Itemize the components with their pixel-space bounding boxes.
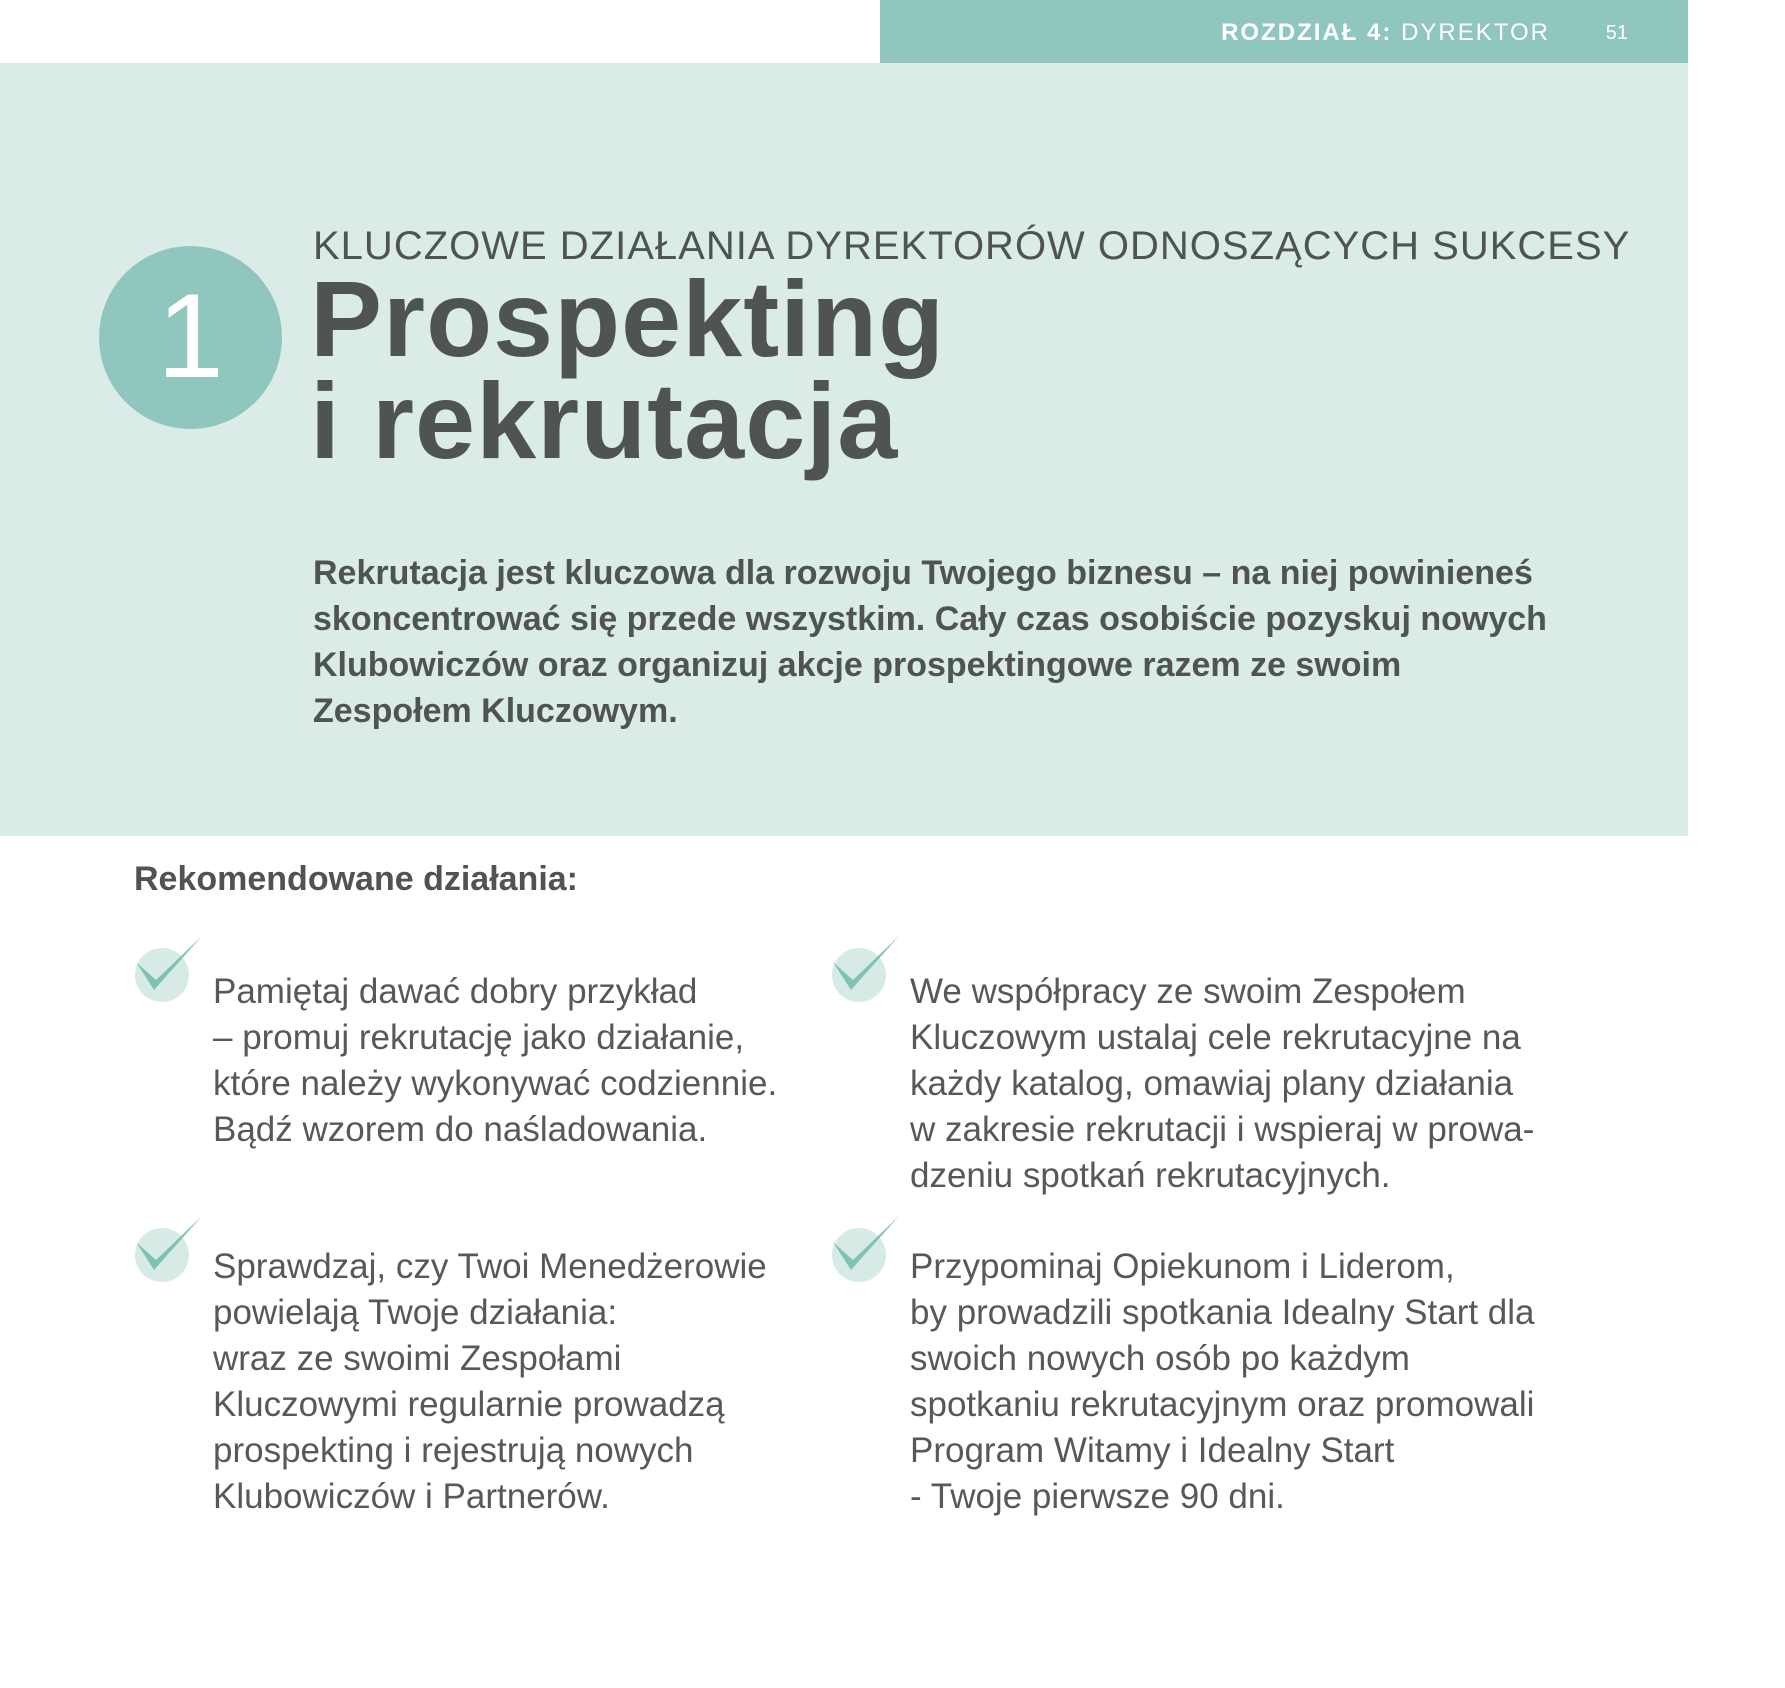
page-title — [310, 258, 946, 481]
recommended-heading: Rekomendowane działania: — [134, 860, 578, 898]
recommended-item-text: Sprawdzaj, czy Twoi Menedżerowie powielają Twoje działania: wraz ze swoimi Zespołami Kluczowymi regularnie prowadzą prospekting i rejestrują nowych Klubowiczów i Partnerów. — [213, 1247, 767, 1516]
check-icon — [831, 932, 903, 1004]
check-icon — [831, 1212, 903, 1284]
chapter-name: DYREKTOR — [1401, 19, 1550, 46]
chapter-header-bar — [880, 0, 1688, 63]
check-icon — [134, 1212, 206, 1284]
step-number: 1 — [157, 268, 224, 403]
chapter-title — [1221, 19, 1550, 47]
lead-paragraph: Rekrutacja jest kluczowa dla rozwoju Twojego biznesu – na niej powinieneś skoncentrować się przede wszystkim. Cały czas osobiście pozyskuj nowych Klubowiczów oraz organizuj akcje prospektingowe razem ze swoim Zespołem Kluczowym. — [313, 554, 1547, 730]
recommended-item-text: Pamiętaj dawać dobry przykład – promuj rekrutację jako działanie, które należy wykonywać codziennie. Bądź wzorem do naśladowania. — [213, 972, 778, 1149]
step-number-badge — [99, 246, 282, 429]
recommended-item-text: Przypominaj Opiekunom i Liderom, by prowadzili spotkania Idealny Start dla swoich nowych osób po każdym spotkaniu rekrutacyjnym oraz promowali Program Witamy i Idealny Start - Twoje pierwsze 90 dni. — [910, 1247, 1535, 1516]
section-kicker: KLUCZOWE DZIAŁANIA DYREKTORÓW ODNOSZĄCYCH SUKCESY — [313, 224, 1631, 268]
recommended-item-text: We współpracy ze swoim Zespołem Kluczowym ustalaj cele rekrutacyjne na każdy katalog, omawiaj plany działania w zakresie rekrutacji i wspieraj w prowa- dzeniu spotkań rekrutacyjnych. — [910, 972, 1535, 1195]
page-number: 51 — [1605, 22, 1628, 44]
page-title-line-2: i rekrutacja — [310, 360, 899, 481]
page-title-line-1: Prospekting — [310, 258, 946, 379]
chapter-label: ROZDZIAŁ 4: — [1221, 19, 1393, 46]
check-icon — [134, 932, 206, 1004]
